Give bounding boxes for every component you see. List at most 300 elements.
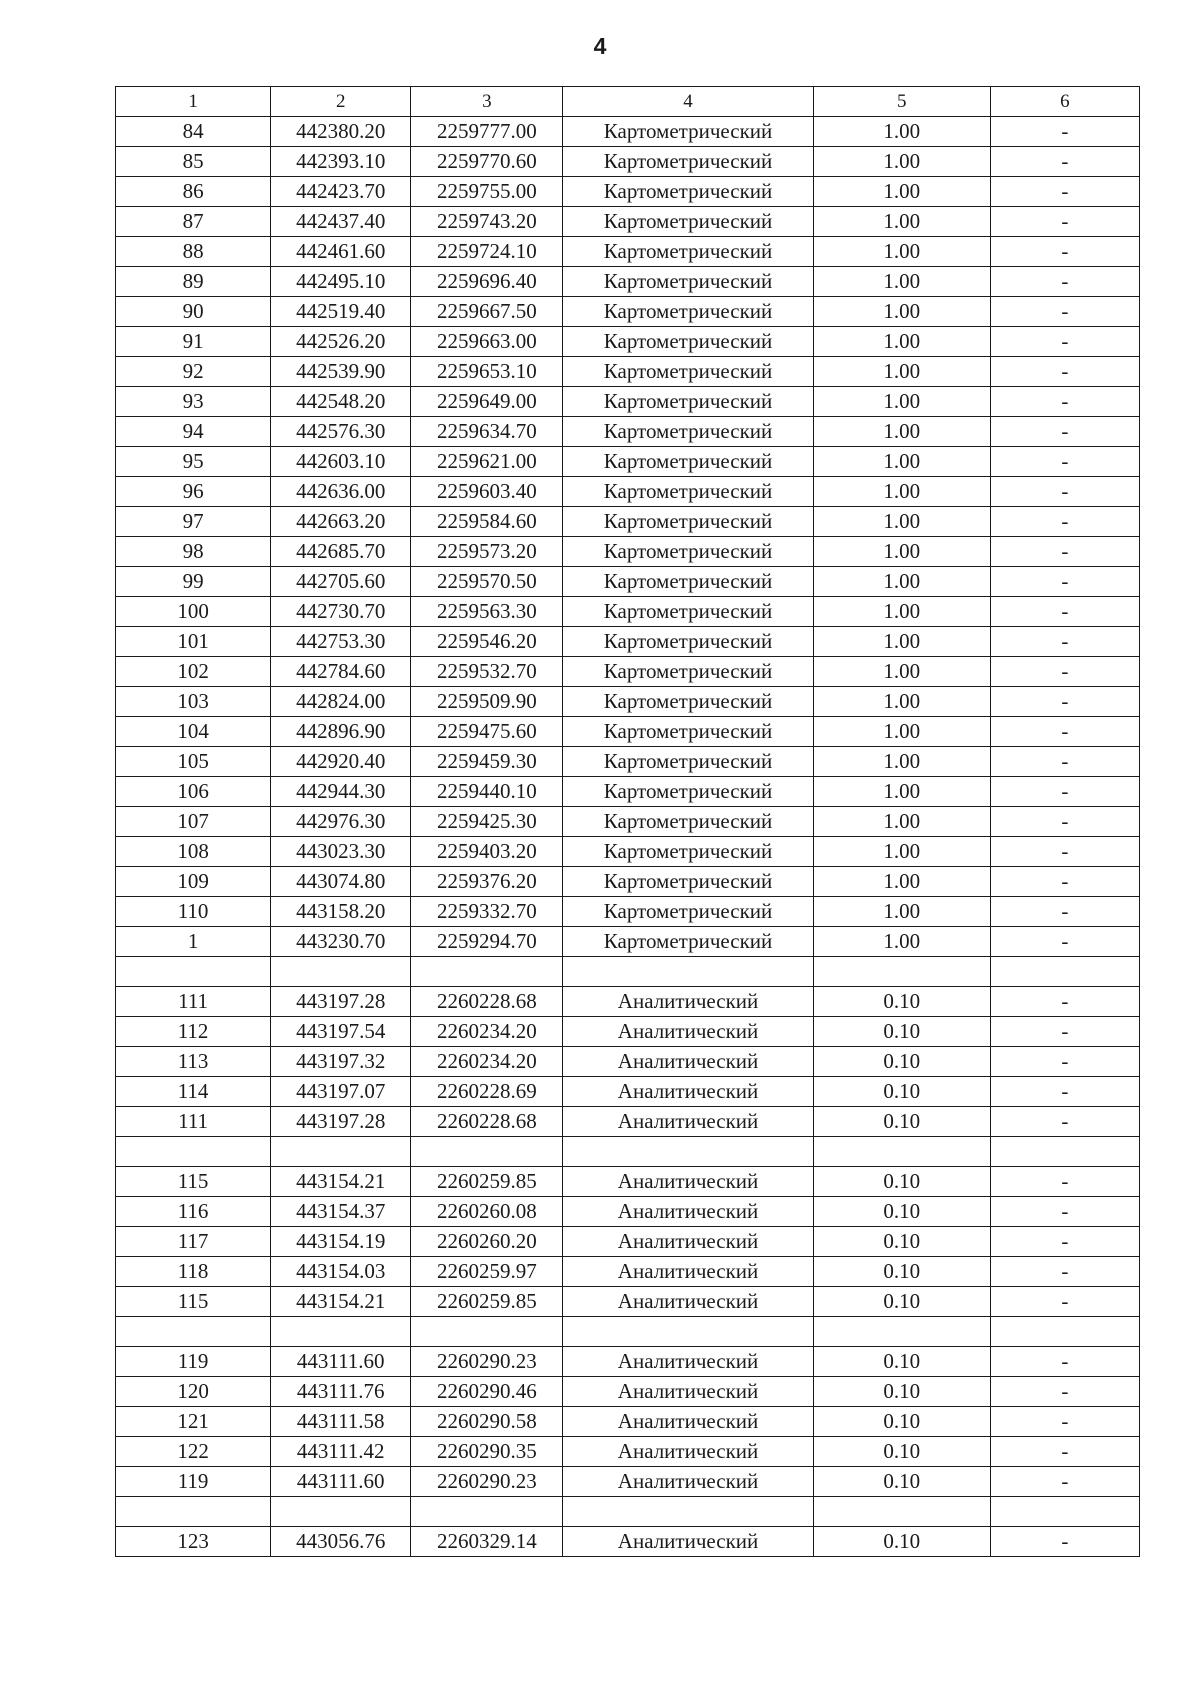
note-cell: - (990, 207, 1139, 237)
y-coordinate-cell: 2259777.00 (411, 117, 563, 147)
note-cell: - (990, 867, 1139, 897)
table-row (116, 507, 1140, 537)
y-coordinate-cell: 2259459.30 (411, 747, 563, 777)
method-cell: Аналитический (563, 1077, 813, 1107)
y-coordinate-cell: 2260228.68 (411, 1107, 563, 1137)
point-number-cell: 93 (116, 387, 271, 417)
accuracy-cell: 0.10 (813, 1407, 990, 1437)
method-cell: Картометрический (563, 837, 813, 867)
method-cell: Аналитический (563, 1257, 813, 1287)
point-number-cell: 87 (116, 207, 271, 237)
note-cell: - (990, 1227, 1139, 1257)
x-coordinate-cell: 442663.20 (271, 507, 411, 537)
x-coordinate-cell: 443056.76 (271, 1527, 411, 1557)
table-row (116, 237, 1140, 267)
note-cell: - (990, 477, 1139, 507)
accuracy-cell: 1.00 (813, 807, 990, 837)
method-cell (563, 1497, 813, 1527)
x-coordinate-cell: 443197.54 (271, 1017, 411, 1047)
method-cell: Аналитический (563, 1437, 813, 1467)
accuracy-cell: 1.00 (813, 207, 990, 237)
x-coordinate-cell: 442896.90 (271, 717, 411, 747)
note-cell: - (990, 987, 1139, 1017)
y-coordinate-cell: 2260290.46 (411, 1377, 563, 1407)
table-row (116, 567, 1140, 597)
method-cell: Картометрический (563, 627, 813, 657)
note-cell: - (990, 1467, 1139, 1497)
point-number-cell (116, 957, 271, 987)
y-coordinate-cell: 2260260.20 (411, 1227, 563, 1257)
table-row (116, 357, 1140, 387)
method-cell: Аналитический (563, 1017, 813, 1047)
accuracy-cell: 1.00 (813, 627, 990, 657)
method-cell: Аналитический (563, 1227, 813, 1257)
point-number-cell: 88 (116, 237, 271, 267)
accuracy-cell: 1.00 (813, 837, 990, 867)
note-cell: - (990, 267, 1139, 297)
accuracy-cell: 1.00 (813, 747, 990, 777)
x-coordinate-cell (271, 957, 411, 987)
method-cell (563, 957, 813, 987)
note-cell: - (990, 447, 1139, 477)
point-number-cell: 120 (116, 1377, 271, 1407)
accuracy-cell: 1.00 (813, 177, 990, 207)
accuracy-cell: 0.10 (813, 1527, 990, 1557)
column-header: 2 (271, 87, 411, 117)
x-coordinate-cell: 442784.60 (271, 657, 411, 687)
coordinates-table (115, 86, 1140, 1557)
note-cell (990, 957, 1139, 987)
table-row (116, 537, 1140, 567)
y-coordinate-cell: 2259584.60 (411, 507, 563, 537)
x-coordinate-cell: 443154.21 (271, 1167, 411, 1197)
y-coordinate-cell: 2259509.90 (411, 687, 563, 717)
y-coordinate-cell: 2259570.50 (411, 567, 563, 597)
y-coordinate-cell: 2259755.00 (411, 177, 563, 207)
table-row (116, 1437, 1140, 1467)
y-coordinate-cell: 2260234.20 (411, 1017, 563, 1047)
table-row (116, 477, 1140, 507)
method-cell: Аналитический (563, 1197, 813, 1227)
y-coordinate-cell: 2259621.00 (411, 447, 563, 477)
method-cell: Аналитический (563, 1377, 813, 1407)
note-cell: - (990, 927, 1139, 957)
method-cell: Картометрический (563, 117, 813, 147)
point-number-cell (116, 1497, 271, 1527)
accuracy-cell: 0.10 (813, 1047, 990, 1077)
table-row (116, 207, 1140, 237)
y-coordinate-cell: 2259649.00 (411, 387, 563, 417)
accuracy-cell: 1.00 (813, 387, 990, 417)
note-cell: - (990, 1167, 1139, 1197)
y-coordinate-cell: 2260260.08 (411, 1197, 563, 1227)
point-number-cell: 100 (116, 597, 271, 627)
y-coordinate-cell: 2259563.30 (411, 597, 563, 627)
table-row (116, 747, 1140, 777)
note-cell: - (990, 747, 1139, 777)
y-coordinate-cell: 2260228.69 (411, 1077, 563, 1107)
x-coordinate-cell: 442603.10 (271, 447, 411, 477)
note-cell (990, 1317, 1139, 1347)
column-header: 1 (116, 87, 271, 117)
method-cell: Аналитический (563, 1047, 813, 1077)
note-cell: - (990, 1377, 1139, 1407)
note-cell: - (990, 177, 1139, 207)
point-number-cell: 99 (116, 567, 271, 597)
method-cell (563, 1317, 813, 1347)
method-cell: Картометрический (563, 297, 813, 327)
y-coordinate-cell: 2259332.70 (411, 897, 563, 927)
method-cell: Картометрический (563, 177, 813, 207)
accuracy-cell: 1.00 (813, 567, 990, 597)
point-number-cell: 112 (116, 1017, 271, 1047)
x-coordinate-cell: 442976.30 (271, 807, 411, 837)
table-row (116, 1137, 1140, 1167)
table-row (116, 1347, 1140, 1377)
y-coordinate-cell: 2259475.60 (411, 717, 563, 747)
method-cell: Аналитический (563, 1407, 813, 1437)
note-cell: - (990, 1107, 1139, 1137)
x-coordinate-cell: 443154.03 (271, 1257, 411, 1287)
point-number-cell: 92 (116, 357, 271, 387)
table-row (116, 1467, 1140, 1497)
point-number-cell: 97 (116, 507, 271, 537)
x-coordinate-cell: 442920.40 (271, 747, 411, 777)
y-coordinate-cell: 2259294.70 (411, 927, 563, 957)
table-row (116, 1017, 1140, 1047)
point-number-cell: 118 (116, 1257, 271, 1287)
accuracy-cell: 1.00 (813, 147, 990, 177)
note-cell: - (990, 1437, 1139, 1467)
point-number-cell: 98 (116, 537, 271, 567)
accuracy-cell: 0.10 (813, 1167, 990, 1197)
x-coordinate-cell: 442705.60 (271, 567, 411, 597)
table-row (116, 1377, 1140, 1407)
x-coordinate-cell: 442753.30 (271, 627, 411, 657)
accuracy-cell: 0.10 (813, 1107, 990, 1137)
accuracy-cell: 1.00 (813, 447, 990, 477)
accuracy-cell: 0.10 (813, 1227, 990, 1257)
x-coordinate-cell: 442824.00 (271, 687, 411, 717)
method-cell: Картометрический (563, 927, 813, 957)
method-cell: Картометрический (563, 477, 813, 507)
table-row (116, 447, 1140, 477)
method-cell: Картометрический (563, 447, 813, 477)
x-coordinate-cell: 443074.80 (271, 867, 411, 897)
table-row (116, 627, 1140, 657)
y-coordinate-cell: 2259603.40 (411, 477, 563, 507)
x-coordinate-cell: 443111.60 (271, 1467, 411, 1497)
point-number-cell: 104 (116, 717, 271, 747)
method-cell: Картометрический (563, 267, 813, 297)
accuracy-cell (813, 1137, 990, 1167)
x-coordinate-cell: 443111.42 (271, 1437, 411, 1467)
x-coordinate-cell: 442636.00 (271, 477, 411, 507)
table-row (116, 777, 1140, 807)
x-coordinate-cell (271, 1497, 411, 1527)
point-number-cell: 111 (116, 987, 271, 1017)
note-cell: - (990, 1257, 1139, 1287)
point-number-cell: 102 (116, 657, 271, 687)
method-cell: Аналитический (563, 987, 813, 1017)
x-coordinate-cell: 442519.40 (271, 297, 411, 327)
method-cell: Картометрический (563, 147, 813, 177)
y-coordinate-cell: 2259663.00 (411, 327, 563, 357)
accuracy-cell: 0.10 (813, 1377, 990, 1407)
point-number-cell: 111 (116, 1107, 271, 1137)
y-coordinate-cell: 2259532.70 (411, 657, 563, 687)
note-cell: - (990, 1347, 1139, 1377)
method-cell: Картометрический (563, 717, 813, 747)
x-coordinate-cell: 443111.76 (271, 1377, 411, 1407)
table-row (116, 327, 1140, 357)
table-row (116, 417, 1140, 447)
note-cell: - (990, 687, 1139, 717)
y-coordinate-cell: 2260259.85 (411, 1167, 563, 1197)
column-header: 5 (813, 87, 990, 117)
x-coordinate-cell: 443197.28 (271, 1107, 411, 1137)
note-cell: - (990, 657, 1139, 687)
y-coordinate-cell: 2260259.97 (411, 1257, 563, 1287)
x-coordinate-cell: 443154.21 (271, 1287, 411, 1317)
x-coordinate-cell (271, 1137, 411, 1167)
y-coordinate-cell (411, 1497, 563, 1527)
accuracy-cell: 0.10 (813, 1437, 990, 1467)
point-number-cell: 110 (116, 897, 271, 927)
method-cell: Картометрический (563, 807, 813, 837)
note-cell: - (990, 597, 1139, 627)
accuracy-cell: 1.00 (813, 537, 990, 567)
page-number: 4 (593, 33, 607, 59)
x-coordinate-cell: 443197.07 (271, 1077, 411, 1107)
table-row (116, 1197, 1140, 1227)
method-cell: Аналитический (563, 1467, 813, 1497)
point-number-cell: 96 (116, 477, 271, 507)
accuracy-cell: 0.10 (813, 1017, 990, 1047)
x-coordinate-cell: 442944.30 (271, 777, 411, 807)
accuracy-cell: 1.00 (813, 507, 990, 537)
accuracy-cell: 0.10 (813, 987, 990, 1017)
y-coordinate-cell: 2260290.23 (411, 1467, 563, 1497)
table-row (116, 717, 1140, 747)
method-cell: Аналитический (563, 1347, 813, 1377)
accuracy-cell: 1.00 (813, 477, 990, 507)
x-coordinate-cell: 442576.30 (271, 417, 411, 447)
method-cell: Картометрический (563, 777, 813, 807)
table-row (116, 177, 1140, 207)
accuracy-cell: 1.00 (813, 927, 990, 957)
point-number-cell: 121 (116, 1407, 271, 1437)
method-cell: Картометрический (563, 567, 813, 597)
point-number-cell: 119 (116, 1347, 271, 1377)
accuracy-cell: 0.10 (813, 1347, 990, 1377)
point-number-cell: 117 (116, 1227, 271, 1257)
accuracy-cell: 1.00 (813, 867, 990, 897)
table-row (116, 657, 1140, 687)
point-number-cell: 122 (116, 1437, 271, 1467)
y-coordinate-cell: 2259403.20 (411, 837, 563, 867)
table-row (116, 597, 1140, 627)
point-number-cell: 115 (116, 1287, 271, 1317)
table-row (116, 837, 1140, 867)
x-coordinate-cell: 443111.60 (271, 1347, 411, 1377)
y-coordinate-cell: 2260228.68 (411, 987, 563, 1017)
point-number-cell: 84 (116, 117, 271, 147)
table-row (116, 1047, 1140, 1077)
x-coordinate-cell: 442526.20 (271, 327, 411, 357)
y-coordinate-cell (411, 1137, 563, 1167)
method-cell: Картометрический (563, 867, 813, 897)
note-cell: - (990, 1407, 1139, 1437)
x-coordinate-cell: 442461.60 (271, 237, 411, 267)
accuracy-cell: 1.00 (813, 267, 990, 297)
method-cell: Картометрический (563, 657, 813, 687)
table-body (116, 117, 1140, 1557)
table-row (116, 1167, 1140, 1197)
note-cell: - (990, 807, 1139, 837)
accuracy-cell: 1.00 (813, 417, 990, 447)
accuracy-cell: 0.10 (813, 1197, 990, 1227)
y-coordinate-cell: 2260234.20 (411, 1047, 563, 1077)
method-cell: Картометрический (563, 687, 813, 717)
x-coordinate-cell: 443197.32 (271, 1047, 411, 1077)
point-number-cell: 107 (116, 807, 271, 837)
accuracy-cell (813, 1497, 990, 1527)
table-row (116, 1077, 1140, 1107)
note-cell: - (990, 897, 1139, 927)
point-number-cell: 105 (116, 747, 271, 777)
table-row (116, 957, 1140, 987)
y-coordinate-cell: 2260290.35 (411, 1437, 563, 1467)
note-cell: - (990, 327, 1139, 357)
point-number-cell: 115 (116, 1167, 271, 1197)
table-row (116, 1287, 1140, 1317)
y-coordinate-cell: 2259425.30 (411, 807, 563, 837)
y-coordinate-cell: 2259440.10 (411, 777, 563, 807)
accuracy-cell: 1.00 (813, 687, 990, 717)
table-row (116, 1227, 1140, 1257)
table-row (116, 807, 1140, 837)
x-coordinate-cell (271, 1317, 411, 1347)
x-coordinate-cell: 443111.58 (271, 1407, 411, 1437)
accuracy-cell: 1.00 (813, 657, 990, 687)
table-row (116, 1407, 1140, 1437)
note-cell: - (990, 357, 1139, 387)
point-number-cell (116, 1317, 271, 1347)
point-number-cell: 101 (116, 627, 271, 657)
y-coordinate-cell: 2260290.58 (411, 1407, 563, 1437)
table-row (116, 987, 1140, 1017)
accuracy-cell: 1.00 (813, 897, 990, 927)
point-number-cell (116, 1137, 271, 1167)
method-cell: Картометрический (563, 327, 813, 357)
point-number-cell: 94 (116, 417, 271, 447)
method-cell: Картометрический (563, 897, 813, 927)
x-coordinate-cell: 442539.90 (271, 357, 411, 387)
accuracy-cell: 1.00 (813, 357, 990, 387)
x-coordinate-cell: 442495.10 (271, 267, 411, 297)
note-cell: - (990, 1047, 1139, 1077)
method-cell: Картометрический (563, 237, 813, 267)
table-row (116, 897, 1140, 927)
note-cell: - (990, 537, 1139, 567)
y-coordinate-cell: 2259546.20 (411, 627, 563, 657)
method-cell: Картометрический (563, 747, 813, 777)
table-row (116, 267, 1140, 297)
y-coordinate-cell: 2260290.23 (411, 1347, 563, 1377)
accuracy-cell: 1.00 (813, 597, 990, 627)
point-number-cell: 113 (116, 1047, 271, 1077)
point-number-cell: 114 (116, 1077, 271, 1107)
x-coordinate-cell: 443023.30 (271, 837, 411, 867)
note-cell: - (990, 1287, 1139, 1317)
note-cell: - (990, 147, 1139, 177)
note-cell: - (990, 507, 1139, 537)
note-cell: - (990, 1197, 1139, 1227)
y-coordinate-cell (411, 1317, 563, 1347)
x-coordinate-cell: 442685.70 (271, 537, 411, 567)
x-coordinate-cell: 442423.70 (271, 177, 411, 207)
y-coordinate-cell: 2259634.70 (411, 417, 563, 447)
y-coordinate-cell: 2259667.50 (411, 297, 563, 327)
x-coordinate-cell: 443197.28 (271, 987, 411, 1017)
y-coordinate-cell: 2259696.40 (411, 267, 563, 297)
y-coordinate-cell (411, 957, 563, 987)
point-number-cell: 103 (116, 687, 271, 717)
table-row (116, 1107, 1140, 1137)
column-header: 6 (990, 87, 1139, 117)
accuracy-cell: 1.00 (813, 327, 990, 357)
note-cell: - (990, 567, 1139, 597)
table-row (116, 147, 1140, 177)
y-coordinate-cell: 2260259.85 (411, 1287, 563, 1317)
accuracy-cell: 0.10 (813, 1077, 990, 1107)
point-number-cell: 109 (116, 867, 271, 897)
y-coordinate-cell: 2260329.14 (411, 1527, 563, 1557)
method-cell: Картометрический (563, 537, 813, 567)
column-header: 3 (411, 87, 563, 117)
table-row (116, 1317, 1140, 1347)
note-cell: - (990, 387, 1139, 417)
point-number-cell: 89 (116, 267, 271, 297)
x-coordinate-cell: 442437.40 (271, 207, 411, 237)
accuracy-cell: 1.00 (813, 717, 990, 747)
table-row (116, 387, 1140, 417)
y-coordinate-cell: 2259376.20 (411, 867, 563, 897)
method-cell (563, 1137, 813, 1167)
x-coordinate-cell: 442380.20 (271, 117, 411, 147)
point-number-cell: 95 (116, 447, 271, 477)
method-cell: Картометрический (563, 207, 813, 237)
accuracy-cell: 1.00 (813, 237, 990, 267)
note-cell: - (990, 417, 1139, 447)
accuracy-cell: 0.10 (813, 1467, 990, 1497)
y-coordinate-cell: 2259724.10 (411, 237, 563, 267)
note-cell: - (990, 1527, 1139, 1557)
point-number-cell: 85 (116, 147, 271, 177)
table-row (116, 1497, 1140, 1527)
accuracy-cell (813, 957, 990, 987)
accuracy-cell: 0.10 (813, 1287, 990, 1317)
note-cell (990, 1497, 1139, 1527)
accuracy-cell: 1.00 (813, 297, 990, 327)
point-number-cell: 116 (116, 1197, 271, 1227)
x-coordinate-cell: 443154.19 (271, 1227, 411, 1257)
point-number-cell: 90 (116, 297, 271, 327)
note-cell: - (990, 627, 1139, 657)
method-cell: Картометрический (563, 597, 813, 627)
note-cell: - (990, 1017, 1139, 1047)
